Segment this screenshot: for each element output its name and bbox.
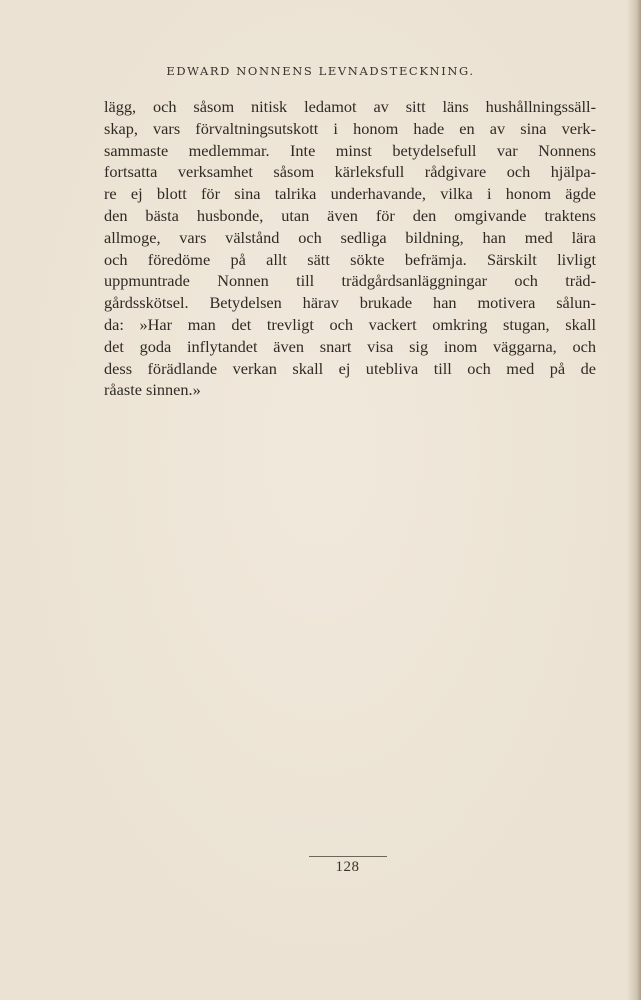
text-line: dess förädlande verkan skall ej utebliva till och med på de — [104, 358, 596, 378]
page-number: 128 — [335, 859, 360, 875]
text-line: och föredöme på allt sätt sökte befrämja. Särskilt livligt — [104, 249, 596, 269]
text-line: uppmuntrade Nonnen till trädgårdsanläggningar och träd- — [104, 271, 596, 291]
text-line: råaste sinnen.» — [104, 380, 201, 400]
text-line: det goda inflytandet även snart visa sig inom väggarna, och — [104, 336, 596, 356]
spine-shadow — [627, 0, 641, 1000]
text-line: da: »Har man det trevligt och vackert omkring stugan, skall — [104, 314, 596, 334]
text-line: lägg, och såsom nitisk ledamot av sitt läns hushållningssäll- — [104, 97, 596, 116]
text-line: sammaste medlemmar. Inte minst betydelsefull var Nonnens — [104, 140, 596, 160]
text-line: fortsatta verksamhet såsom kärleksfull rådgivare och hjälpa- — [104, 162, 596, 182]
text-line: allmoge, vars välstånd och sedliga bildning, han med lära — [104, 227, 596, 247]
text-line: re ej blott för sina talrika underhavande, vilka i honom ägde — [104, 184, 596, 204]
text-line: den bästa husbonde, utan även för den omgivande traktens — [104, 205, 596, 225]
text-line: skap, vars förvaltningsutskott i honom hade en av sina verk- — [104, 118, 596, 138]
running-head: EDWARD NONNENS LEVNADSTECKNING. — [166, 64, 475, 78]
folio-rule — [309, 856, 387, 857]
body-paragraph — [104, 96, 596, 401]
text-line: gårdsskötsel. Betydelsen härav brukade han motivera sålun- — [104, 293, 596, 313]
